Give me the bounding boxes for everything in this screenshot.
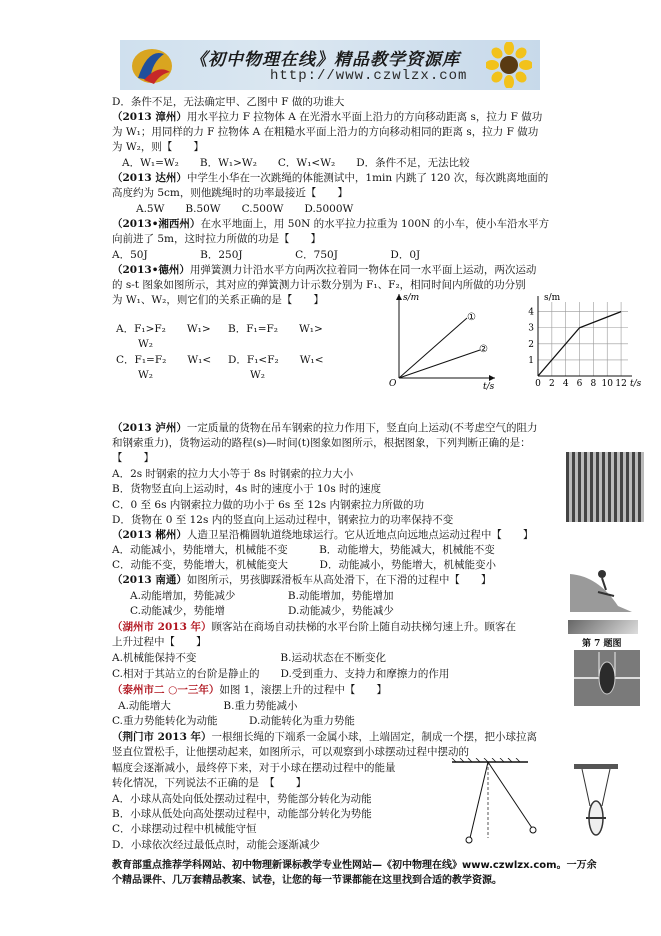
- option-line: B．货物竖直向上运动时，4s 时的速度小于 10s 时的速度: [112, 483, 382, 495]
- x-tick-label: 6: [576, 379, 583, 389]
- chart-ticks: [528, 308, 627, 389]
- question-dazhou: [112, 171, 548, 185]
- option-d-w2: W₂: [250, 369, 266, 381]
- text-line: 一定质量的货物在吊车钢索的拉力作用下，竖直向上运动(不考虑空气的阻力: [186, 422, 538, 434]
- option-a-w2: W₂: [138, 338, 154, 350]
- text-line: 转化情况，下列说法不正确的是 【 】: [112, 777, 307, 789]
- option-line: A．动能减小，势能增大，机械能不变 B．动能增大，势能减大，机械能不变: [112, 544, 495, 556]
- chart-ylabel: s/m: [544, 293, 561, 303]
- question-luzhou: [112, 421, 538, 435]
- y-tick-label: 3: [528, 323, 534, 334]
- graph1-ylabel: s/m: [403, 293, 420, 303]
- source-tag: （泰州市二 ○一三年）: [112, 684, 220, 696]
- text-line: 向前进了 5m，这时拉力所做的功是【 】: [112, 233, 321, 245]
- option-c: C．F₁=F₂ W₁<: [116, 354, 212, 366]
- option-line: D．小球依次经过最低点时，动能会逐渐减少: [112, 839, 320, 851]
- chart-xlabel: t/s: [630, 379, 642, 389]
- text-line: 为 W₂，则【 】: [112, 141, 204, 153]
- option-line: C.重力势能转化为动能 D.动能转化为重力势能: [112, 715, 355, 727]
- skateboard-figure: [568, 566, 634, 616]
- text-line: 为 W₁、W₂，则它们的关系正确的是【 】: [112, 294, 324, 306]
- option-line: B．小球从低处向高处摆动过程中，动能部分转化为势能: [112, 808, 372, 820]
- option-line: D．货物在 0 至 12s 内的竖直向上运动过程中，钢索拉力的功率保持不变: [112, 514, 454, 526]
- y-tick-label: 2: [528, 339, 534, 350]
- source-tag: （荆门市 2013 年）: [112, 731, 212, 743]
- option-line: C．动能不变，势能增大，机械能变大 D．动能减小，势能增大，机械能变小: [112, 559, 496, 571]
- text-line: 如图所示，男孩脚踩滑板车从高处滑下，在下滑的过程中【 】: [186, 574, 492, 586]
- site-logo-icon: [130, 44, 174, 86]
- option-line: A.动能增大 B.重力势能减小: [118, 700, 298, 712]
- source-tag: （2013 泸州）: [112, 422, 187, 434]
- graph1-origin: O: [389, 379, 397, 389]
- question-chenzhou: [112, 528, 533, 542]
- question-jingmen: [112, 730, 537, 744]
- option-line: C．0 至 6s 内钢索拉力做的功小于 6s 至 12s 内钢索拉力所做的功: [112, 499, 424, 511]
- question-taizhou: [112, 683, 387, 697]
- line-1-label: ①: [467, 312, 476, 323]
- option-d: D．F₁<F₂ W₁<: [228, 354, 324, 366]
- text-line: 竖直位置松手，让他摆动起来，如图所示，可以观察到小球摆动过程中摆动的: [112, 746, 469, 758]
- st-graph-chart: [520, 290, 650, 390]
- option-a: A．F₁>F₂ W₁>: [116, 323, 211, 335]
- source-tag: （湖州市 2013 年）: [112, 621, 212, 633]
- x-tick-label: 10: [601, 379, 613, 389]
- source-tag: （2013 漳州）: [112, 111, 187, 123]
- text-line: 人造卫星沿椭圆轨道绕地球运行。它从近地点向远地点运动过程中【 】: [186, 529, 534, 541]
- text-line: 幅度会逐渐减小，最终停下来，对于小球在摆动过程中的能量: [112, 762, 396, 774]
- text-line: 中学生小华在一次跳绳的体能测试中，1min 内跳了 120 次，每次跳离地面的: [186, 172, 549, 184]
- question-huzhou: [112, 620, 516, 634]
- x-tick-label: 4: [562, 379, 569, 389]
- x-tick-label: 0: [535, 379, 541, 389]
- x-tick-label: 12: [615, 379, 627, 389]
- text-line: 顾客站在商场自动扶梯的水平台阶上随自动扶梯匀速上升。顾客在: [211, 621, 517, 633]
- question-zhangzhou: [112, 110, 542, 124]
- option-line: C.相对于其站立的台阶是静止的 D.受到重力、支持力和摩擦力的作用: [112, 668, 450, 680]
- question-dezhou: [112, 263, 536, 277]
- line-1: [399, 318, 467, 378]
- option-c-w2: W₂: [138, 369, 154, 381]
- text-line: 和钢索重力)，货物运动的路程(s)—时间(t)图象如图所示，根据图象，下列判断正确的是：: [112, 437, 531, 449]
- text-line: 一根细长绳的下端系一金属小球，上端固定，制成一个摆，把小球拉离: [211, 731, 538, 743]
- option-line: C.动能减少，势能增 D.动能减少，势能减少: [130, 605, 394, 617]
- y-tick-label: 4: [528, 307, 534, 318]
- yoyo-figure: [568, 760, 624, 840]
- banner-url[interactable]: http://www.czwlzx.com: [270, 68, 468, 84]
- line-2: [399, 350, 480, 378]
- text-line: 用水平拉力 F 拉物体 A 在光滑水平面上沿力的方向移动距离 s，拉力 F 做功: [186, 111, 543, 123]
- maxwell-wheel-icon: [574, 650, 640, 706]
- line-2-label: ②: [479, 344, 488, 355]
- options-line: A.5W B.50W C.500W D.5000W: [136, 203, 354, 215]
- text-line: 为 W₁；用同样的力 F 拉物体 A 在粗糙水平面上沿力的方向移动相同的距离 s，拉力 F 做功: [112, 126, 539, 138]
- option-line: A.机械能保持不变 B.运动状态在不断变化: [112, 652, 386, 664]
- text-line: 【 】: [112, 452, 154, 464]
- chart-grid: [538, 302, 628, 376]
- footer-line: 教育部重点推荐学科网站、初中物理新课标教学专业性网站—《初中物理在线》www.czwlzx.com。一万余: [112, 860, 597, 871]
- text-line: 上升过程中【 】: [112, 636, 207, 648]
- source-tag: （2013•德州）: [112, 264, 190, 276]
- figure-caption: 第 7 题图: [582, 639, 622, 649]
- roller-photo: [574, 650, 640, 706]
- source-tag: （2013 南通）: [112, 574, 187, 586]
- option-line: A．2s 时钢索的拉力大小等于 8s 时钢索的拉力大小: [112, 468, 354, 480]
- option-line: A．小球从高处向低处摆动过程中，势能部分转化为动能: [112, 793, 372, 805]
- graph1-xlabel: t/s: [483, 382, 495, 390]
- pendulum-figure: [448, 758, 548, 846]
- x-tick-label: 8: [590, 379, 597, 389]
- escalator-photo: [568, 620, 638, 634]
- text-line: 高度约为 5cm，则他跳绳时的功率最接近【 】: [112, 187, 348, 199]
- banner-title: 《初中物理在线》精品教学资源库: [190, 50, 460, 70]
- question-xiangxi: [112, 217, 549, 231]
- header-banner: [120, 40, 540, 90]
- source-tag: （2013 郴州）: [112, 529, 187, 541]
- source-tag: （2013•湘西州）: [112, 218, 201, 230]
- st-graph-two-lines: [385, 290, 500, 390]
- y-tick-label: 1: [528, 355, 534, 366]
- source-tag: （2013 达州）: [112, 172, 187, 184]
- option-line: C．小球摆动过程中机械能守恒: [112, 823, 257, 835]
- text-line: 的 s-t 图象如图所示，其对应的弹簧测力计示数分别为 F₁、F₂，相同时间内所做的功分别: [112, 279, 526, 291]
- text-line: 用弹簧测力计沿水平方向两次拉着同一物体在同一水平面上运动，两次运动: [189, 264, 537, 276]
- text-line: 在水平地面上，用 50N 的水平拉力拉重为 100N 的小车，使小车沿水平方: [200, 218, 550, 230]
- x-tick-label: 2: [548, 379, 555, 389]
- text-line: D．条件不足，无法确定甲、乙图中 F 做的功谁大: [112, 96, 345, 108]
- option-line: A.动能增加，势能减少 B.动能增加，势能增加: [130, 590, 394, 602]
- crane-photo: [566, 452, 644, 522]
- text-line: 如图 1，滚摆上升的过程中【 】: [219, 684, 387, 696]
- question-nantong: [112, 573, 491, 587]
- options-line: A．50J B．250J C．750J D．0J: [112, 249, 421, 261]
- sunflower-icon: [486, 42, 532, 88]
- options-line: A．W₁=W₂ B．W₁>W₂ C．W₁<W₂ D．条件不足，无法比较: [122, 157, 470, 169]
- option-b: B．F₁=F₂ W₁>: [228, 323, 323, 335]
- footer-line: 个精品课件、几万套精品教案、试卷，让您的每一节课都能在这里找到合适的教学资源。: [112, 875, 502, 886]
